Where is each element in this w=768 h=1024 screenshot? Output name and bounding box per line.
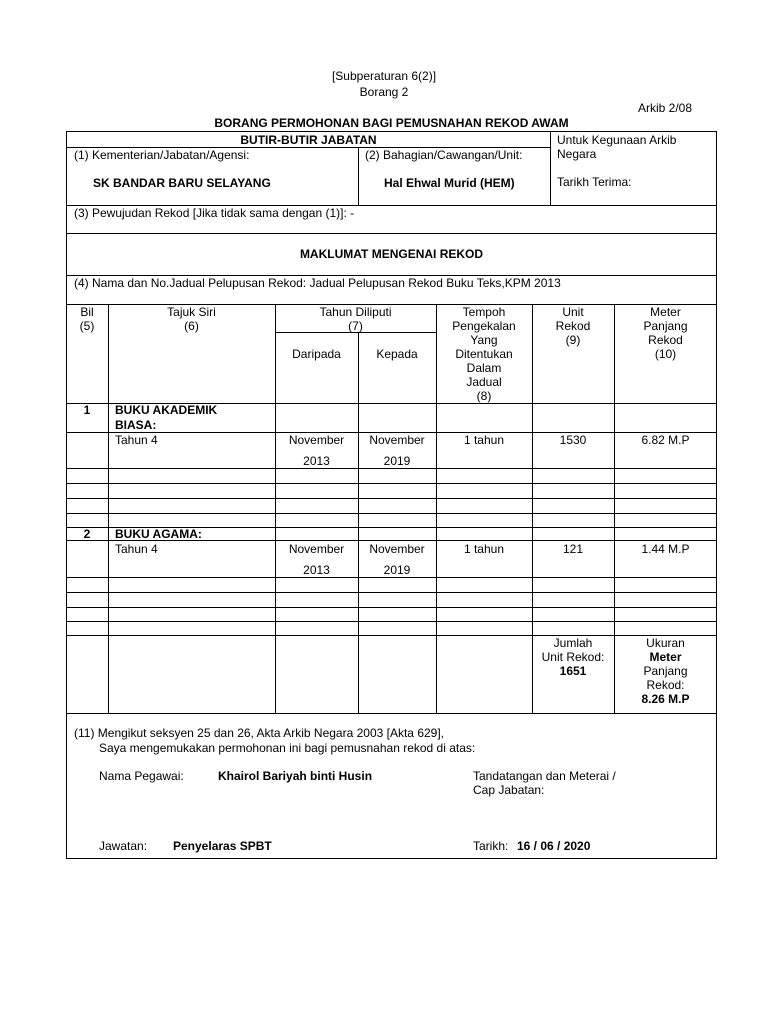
- col-unit-line: Rekod: [555, 319, 591, 333]
- form-title: BORANG PERMOHONAN BAGI PEMUSNAHAN REKOD AWAM: [214, 116, 569, 130]
- section-heading-maklumat: MAKLUMAT MENGENAI REKOD: [299, 247, 484, 261]
- col-tempoh-line: Dalam: [466, 361, 502, 375]
- record-group: BUKU AGAMA:: [115, 527, 202, 541]
- ukuran-line-bold: Meter: [649, 650, 682, 664]
- col-kepada-header: Kepada: [376, 347, 418, 361]
- record-bil: 1: [83, 403, 91, 417]
- subperaturan-label: [Subperaturan 6(2)]: [331, 69, 437, 83]
- jumlah-line: Jumlah: [553, 636, 593, 650]
- tandatangan-label: Tandatangan dan Meterai /: [473, 769, 616, 783]
- col-tajuk-number: (6): [184, 319, 199, 333]
- col-tempoh-line: Jadual: [466, 375, 502, 389]
- record-dari-tahun: 2013: [303, 563, 330, 577]
- pewujudan-label: (3) Pewujudan Rekod [Jika tidak sama dengan (1)]: -: [74, 206, 355, 220]
- record-dari-bulan: November: [288, 542, 345, 556]
- ukuran-meter-value: 8.26 M.P: [641, 692, 690, 706]
- column-divider: [358, 332, 359, 713]
- tarikh-value: 16 / 06 / 2020: [517, 839, 591, 853]
- record-group-cont: BIASA:: [115, 418, 157, 432]
- record-kepada-bulan: November: [369, 542, 425, 556]
- record-tajuk: Tahun 4: [115, 433, 158, 447]
- column-divider: [275, 304, 276, 713]
- row-divider: [66, 468, 717, 469]
- record-dari-tahun: 2013: [303, 454, 330, 468]
- col-unit-header: [532, 305, 614, 347]
- tarikh-label: Tarikh:: [473, 839, 509, 853]
- arkib-use-label: Untuk Kegunaan Arkib: [557, 133, 677, 147]
- col-tajuk-header: Tajuk Siri: [167, 305, 216, 319]
- record-dari-bulan: November: [288, 433, 345, 447]
- record-kepada-tahun: 2019: [383, 563, 411, 577]
- col-meter-number: (10): [654, 347, 677, 361]
- nama-pegawai-label: Nama Pegawai:: [99, 769, 184, 783]
- record-group: BUKU AKADEMIK: [115, 403, 218, 417]
- col-tempoh-line: Ditentukan: [455, 347, 513, 361]
- col-unit-number: (9): [565, 333, 581, 347]
- col-unit-line: Unit: [562, 305, 584, 319]
- row-divider: [66, 577, 717, 578]
- cap-jabatan-label: Cap Jabatan:: [473, 783, 545, 797]
- ukuran-line: Panjang: [643, 664, 688, 678]
- col-tempoh-header: [436, 305, 532, 403]
- arkib-use-label-cont: Negara: [557, 147, 597, 161]
- col-tempoh-line: Tempoh: [462, 305, 506, 319]
- bahagian-value: Hal Ehwal Murid (HEM): [384, 176, 515, 190]
- record-meter: 1.44 M.P: [641, 542, 690, 556]
- col-meter-line: Meter: [650, 305, 681, 319]
- row-divider: [66, 513, 717, 514]
- row-divider: [66, 498, 717, 499]
- jadual-label: (4) Nama dan No.Jadual Pelupusan Rekod: Jadual Pelupusan Rekod Buku Teks,KPM 2013: [74, 276, 561, 290]
- record-kepada-tahun: 2019: [383, 454, 411, 468]
- record-unit: 1530: [559, 433, 587, 447]
- row-divider: [66, 713, 717, 714]
- col-tahun-header: Tahun Diliputi: [319, 305, 392, 319]
- record-meter: 6.82 M.P: [641, 433, 690, 447]
- nama-pegawai-value: Khairol Bariyah binti Husin: [218, 769, 373, 783]
- column-divider: [108, 304, 109, 713]
- declaration-line: Saya mengemukakan permohonan ini bagi pemusnahan rekod di atas:: [99, 741, 476, 755]
- col-bil-number: (5): [79, 319, 95, 333]
- row-divider: [66, 607, 717, 608]
- col-meter-header: [614, 305, 717, 361]
- col-meter-line: Rekod: [648, 333, 683, 347]
- col-tempoh-number: (8): [476, 389, 492, 403]
- jumlah-unit-label: [532, 636, 614, 678]
- jumlah-unit-value: 1651: [559, 664, 587, 678]
- jawatan-value: Penyelaras SPBT: [173, 839, 272, 853]
- col-meter-line: Panjang: [643, 319, 688, 333]
- col-daripada-header: Daripada: [292, 347, 341, 361]
- col-tempoh-line: Pengekalan: [452, 319, 516, 333]
- record-kepada-bulan: November: [369, 433, 425, 447]
- col-tempoh-line: Yang: [470, 333, 498, 347]
- divider: [66, 233, 717, 234]
- kementerian-value: SK BANDAR BARU SELAYANG: [93, 176, 271, 190]
- jawatan-label: Jawatan:: [99, 839, 148, 853]
- section-heading-jabatan: BUTIR-BUTIR JABATAN: [240, 133, 377, 147]
- record-tajuk: Tahun 4: [115, 542, 158, 556]
- arkib-code: Arkib 2/08: [638, 101, 693, 115]
- kementerian-label: (1) Kementerian/Jabatan/Agensi:: [74, 148, 250, 162]
- divider: [358, 147, 359, 205]
- record-bil: 2: [83, 527, 91, 541]
- ukuran-line: Rekod:: [646, 678, 685, 692]
- record-tempoh: 1 tahun: [463, 433, 505, 447]
- record-unit: 121: [562, 542, 584, 556]
- declaration-line: (11) Mengikut seksyen 25 dan 26, Akta Arkib Negara 2003 [Akta 629],: [74, 726, 445, 740]
- jumlah-line: Unit Rekod:: [541, 650, 605, 664]
- borang-number: Borang 2: [359, 85, 409, 99]
- col-bil-header: Bil: [80, 305, 94, 319]
- row-divider: [66, 483, 717, 484]
- ukuran-line: Ukuran: [646, 636, 685, 650]
- bahagian-label: (2) Bahagian/Cawangan/Unit:: [365, 148, 523, 162]
- col-tahun-number: (7): [348, 319, 363, 333]
- tarikh-terima-label: Tarikh Terima:: [557, 175, 632, 189]
- row-divider: [66, 621, 717, 622]
- record-tempoh: 1 tahun: [463, 542, 505, 556]
- ukuran-meter-label: [614, 636, 717, 706]
- row-divider: [66, 592, 717, 593]
